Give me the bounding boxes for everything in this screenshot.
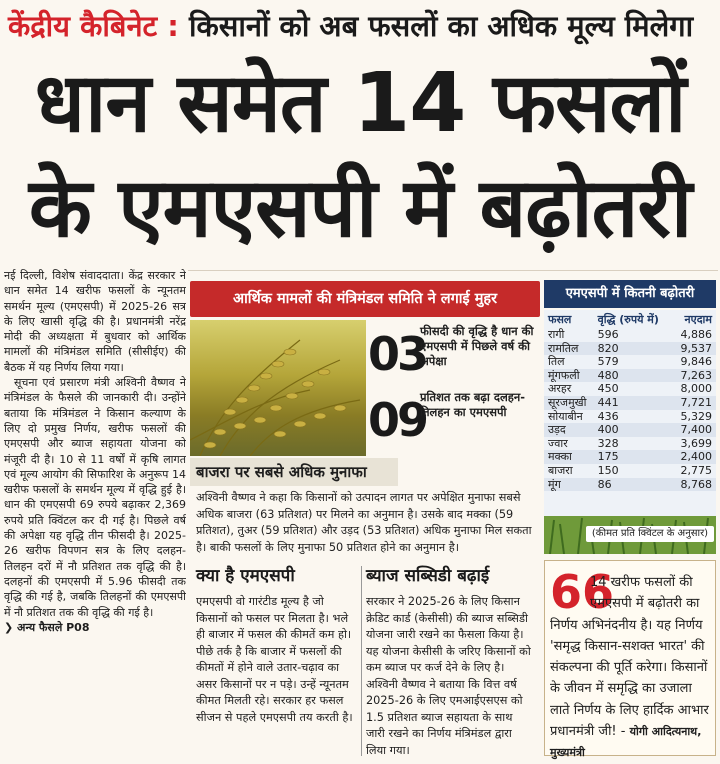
new-price-cell: 7,400 — [670, 423, 716, 437]
stat-number: 03 — [368, 327, 427, 381]
increase-cell: 86 — [594, 478, 670, 492]
rice-photo — [190, 320, 366, 456]
bajra-body: अश्विनी वैष्णव ने कहा कि किसानों को उत्पादन लागत पर अपेक्षित मुनाफा सबसे अधिक बाजरा (63 प्रतिशत) पर मिलने का अनुमान है। उसके बाद मक्का (59 प्रतिशत), तुअर (59 प्रतिशत) और उड़द (53 प्रतिशत) अधिक मुनाफा मिल सकता है। बाकी फसलों के लिए मुनाफा 50 प्रतिशत होने का अनुमान है। — [196, 491, 532, 554]
kicker — [8, 4, 712, 48]
table-row — [544, 450, 716, 464]
new-price-cell: 2,400 — [670, 450, 716, 464]
increase-cell: 328 — [597, 436, 619, 450]
lead-article — [4, 268, 186, 762]
crop-cell: उड़द — [544, 423, 594, 437]
divider — [188, 270, 718, 271]
table-row — [544, 410, 716, 424]
new-price-cell: 8,000 — [680, 382, 712, 396]
new-price-cell: 9,846 — [680, 355, 712, 369]
table-row — [544, 382, 716, 396]
table-row — [544, 423, 716, 437]
increase-cell: 596 — [597, 328, 619, 341]
increase-cell: 175 — [594, 450, 670, 464]
column-divider — [361, 566, 362, 756]
crop-cell: सोयाबीन — [548, 409, 583, 423]
more-decisions-link[interactable] — [4, 620, 186, 635]
cm-quote — [550, 565, 714, 760]
msp-explainer-heading: क्या है एमएसपी — [196, 566, 295, 586]
table-row — [544, 396, 716, 410]
kicker-text: किसानों को अब फसलों का अधिक मूल्य मिलेगा — [178, 9, 694, 43]
table-row — [544, 328, 716, 342]
quote-body: निर्णय अभिनंदनीय है। यह निर्णय 'समृद्ध किसान-सशक्त भारत' की संकल्पना की पूर्ति करेगा। किसानों के जीवन में समृद्धि का उजाला लाते निर्णय के लिए हार्दिक आभार प्रधानमंत्री जी! - — [550, 617, 709, 740]
table-row — [544, 355, 716, 369]
bajra-heading: बाजरा पर सबसे अधिक मुनाफा — [190, 458, 398, 486]
new-price-cell: 4,886 — [680, 328, 712, 341]
table-row — [544, 478, 716, 492]
crop-cell: मक्का — [544, 450, 594, 464]
new-price-cell: 7,721 — [670, 396, 716, 410]
increase-cell: 150 — [597, 463, 619, 477]
quote-mark-icon: 66 — [550, 565, 615, 619]
stat-number: 09 — [368, 393, 427, 447]
headline-line-1: धान समेत 14 फसलों — [34, 56, 686, 151]
increase-cell: 820 — [594, 342, 670, 356]
committee-banner: आर्थिक मामलों की मंत्रिमंडल समिति ने लगाई मुहर — [190, 281, 540, 317]
column-header: नएदाम — [684, 312, 712, 326]
subsidy-body: सरकार ने 2025-26 के लिए किसान क्रेडिट कार्ड (केसीसी) की ब्याज सब्सिडी योजना जारी रखने का फैसला किया है। यह योजना केसीसी के जरिए किसानों को कम ब्याज पर कर्ज देने के लिए है। अश्विनी वैष्णव ने बताया कि वित्त वर्ष 2025-26 के लिए एमआईएसएस को 1.5 प्रतिशत ब्याज सहायता के साथ जारी रखने का निर्णय मंत्रिमंडल द्वारा लिया गया। — [366, 595, 531, 757]
column-header: वृद्धि (रुपये में) — [597, 312, 659, 326]
new-price-cell: 3,699 — [680, 436, 712, 450]
increase-cell: 436 — [597, 409, 619, 423]
crop-cell: रामतिल — [544, 342, 594, 356]
crop-cell: अरहर — [548, 382, 572, 396]
increase-cell: 450 — [597, 382, 619, 396]
new-price-cell: 2,775 — [680, 463, 712, 477]
kicker-label: केंद्रीय कैबिनेट : — [8, 9, 179, 43]
increase-cell: 400 — [594, 423, 670, 437]
msp-table-note: (कीमत प्रति क्विंटल के अनुसार) — [586, 526, 714, 542]
stat-paddy — [368, 322, 540, 386]
stat-text: प्रतिशत तक बढ़ा दलहन-तिलहन का एमएसपी — [420, 390, 526, 419]
table-row — [544, 369, 716, 383]
crop-cell: बाजरा — [548, 463, 573, 477]
lead-paragraph-1: नई दिल्ली, विशेष संवाददाता। केंद्र सरकार ने धान समेत 14 खरीफ फसलों के न्यूनतम समर्थन मूल्य (एमएसपी) में 2025-26 सत्र के लिए खासी वृद्धि की है। प्रधानमंत्री नरेंद्र मोदी की अध्यक्षता में बुधवार को आर्थिक मामलों की मंत्रिमंडल समिति (सीसीईए) की बैठक में यह निर्णय लिया गया। — [4, 269, 186, 374]
crop-cell: मूंगफली — [544, 369, 594, 383]
increase-cell: 579 — [597, 355, 619, 369]
crop-cell: तिल — [548, 355, 565, 369]
more-decisions-label: अन्य फैसले P08 — [17, 620, 90, 634]
rice-ears-image — [190, 320, 366, 456]
quote-author: योगी आदित्यनाथ, मुख्यमंत्री — [550, 725, 702, 760]
table-row — [544, 464, 716, 478]
stat-pulses — [368, 388, 540, 452]
stat-text: फीसदी की वृद्धि है धान की एमएसपी में पिछले वर्ष की अपेक्षा — [420, 324, 534, 368]
crop-cell: ज्वार — [548, 436, 568, 450]
quote-lead: 14 खरीफ फसलों की एमएसपी में बढ़ोतरी का — [590, 575, 700, 612]
crop-cell: मूंग — [544, 478, 594, 492]
lead-paragraph-2: सूचना एवं प्रसारण मंत्री अश्विनी वैष्णव ने मंत्रिमंडल के फैसले की जानकारी दी। उन्होंने बताया कि मंत्रिमंडल ने किसान कल्याण के लिए दो प्रमुख निर्णय, खरीफ फसलों की एमएसपी और ब्याज सहायता योजना को मंजूरी दी है। 10 से 11 वर्षों में कृषि लागत एवं मूल्य आयोग की सिफारिश के अनुरूप 14 खरीफ फसलों के समर्थन मूल्य में वृद्धि हुई है। धान की एमएसपी 69 रुपये बढ़ाकर 2,369 रुपये प्रति क्विंटल कर दी गई है। पिछले वर्ष की अपेक्षा यह वृद्धि तीन फीसदी है। 2025-26 खरीफ विपणन सत्र के लिए दलहन-तिलहन दरों में नौ प्रतिशत तक वृद्धि की है। दलहनों की एमएसपी में 5.96 फीसदी तक वृद्धि की गई है, जबकि तिलहनों की एमएसपी में नौ प्रतिशत तक की वृद्धि की गई है। — [4, 376, 186, 619]
new-price-cell: 9,537 — [670, 342, 716, 356]
new-price-cell: 8,768 — [670, 478, 716, 492]
new-price-cell: 7,263 — [670, 369, 716, 383]
crop-cell: सूरजमुखी — [544, 396, 594, 410]
table-row — [544, 437, 716, 451]
column-header: फसल — [548, 312, 572, 326]
increase-cell: 441 — [594, 396, 670, 410]
msp-table-title: एमएसपी में कितनी बढ़ोतरी — [544, 280, 716, 308]
table-header-row — [544, 310, 716, 328]
table-row — [544, 342, 716, 356]
new-price-cell: 5,329 — [680, 409, 712, 423]
subsidy-heading: ब्याज सब्सिडी बढ़ाई — [366, 566, 490, 586]
chevron-right-icon: ❯ — [4, 620, 18, 634]
headline-line-2: के एमएसपी में बढ़ोतरी — [28, 161, 692, 256]
crop-cell: रागी — [548, 328, 565, 341]
increase-cell: 480 — [594, 369, 670, 383]
msp-explainer-body: एमएसपी वो गारंटीड मूल्य है जो किसानों को फसल पर मिलता है। भले ही बाजार में फसल की कीमतें कम हो। पीछे तर्क है कि बाजार में फसलों की कीमतों में होने वाले उतार-चढ़ाव का असर किसानों पर न पड़े। उन्हें न्यूनतम कीमत मिलती रहे। सरकार हर फसल सीजन से पहले एमएसपी तय करती है। — [196, 595, 353, 724]
